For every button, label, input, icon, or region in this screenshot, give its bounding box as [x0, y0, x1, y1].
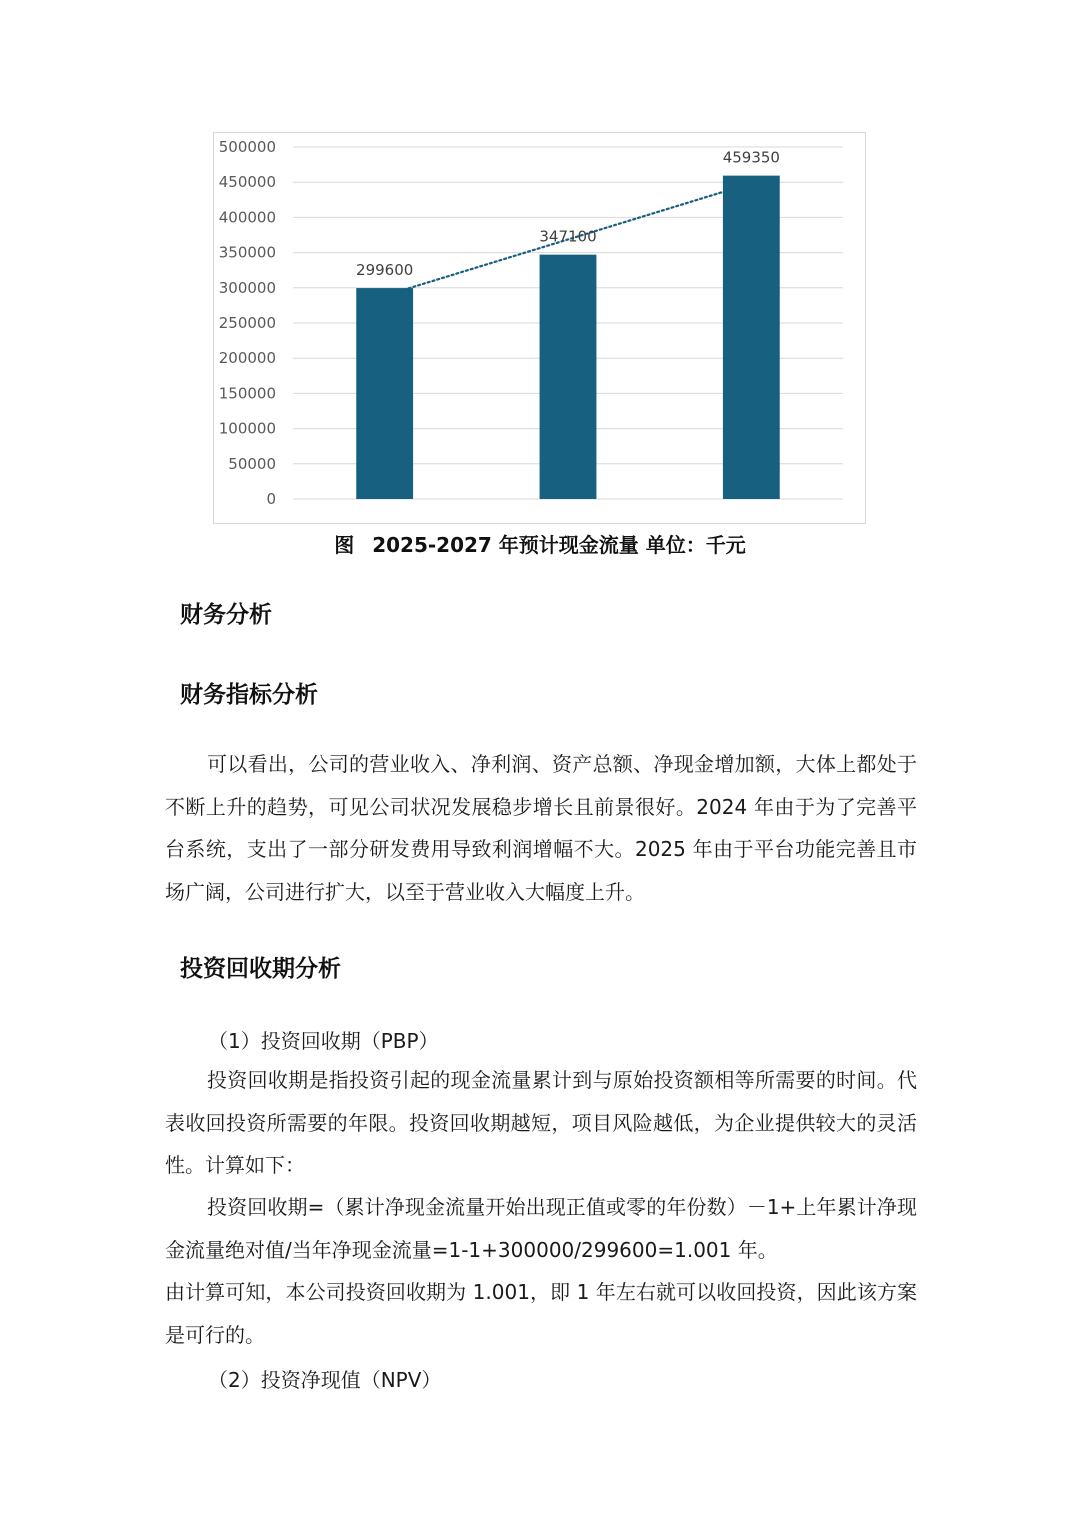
npv-subtitle: （2）投资净现值（NPV）	[208, 1368, 442, 1392]
y-tick-label: 400000	[218, 208, 276, 227]
chart-bars	[356, 176, 780, 499]
pbp-definition-paragraph: 投资回收期是指投资引起的现金流量累计到与原始投资额相等所需要的时间。代表收回投资所需要的年限。投资回收期越短，项目风险越低，为企业提供较大的灵活性。计算如下：	[165, 1068, 917, 1177]
heading-indicator-analysis: 财务指标分析	[180, 682, 318, 708]
figure-caption-label: 图	[334, 533, 355, 557]
data-label-2026: 347100	[539, 227, 597, 246]
y-tick-label: 300000	[218, 278, 276, 297]
data-label-2025: 299600	[356, 261, 414, 280]
cash-flow-bar-chart	[213, 132, 866, 524]
y-tick-label: 250000	[218, 314, 276, 332]
data-label-2027: 459350	[722, 148, 780, 167]
y-tick-label: 0	[266, 490, 276, 508]
heading-financial-analysis: 财务分析	[180, 602, 272, 628]
y-tick-label: 500000	[218, 138, 276, 156]
y-tick-label: 100000	[218, 419, 276, 438]
y-tick-label: 200000	[218, 349, 276, 368]
pbp-subtitle: （1）投资回收期（PBP）	[208, 1029, 439, 1053]
y-tick-label: 50000	[228, 454, 276, 473]
y-axis-ticks	[219, 138, 276, 508]
pbp-conclusion-paragraph: 由计算可知，本公司投资回收期为 1.001，即 1 年左右就可以收回投资，因此该方案是可行的。	[165, 1280, 917, 1347]
pbp-formula-paragraph: 投资回收期=（累计净现金流量开始出现正值或零的年份数）－1+上年累计净现金流量绝对值/当年净现金流量=1-1+300000/299600=1.001 年。	[165, 1195, 917, 1262]
heading-payback-analysis: 投资回收期分析	[180, 956, 341, 982]
bar-2027	[723, 176, 780, 499]
bar-2026	[540, 255, 597, 499]
figure-caption	[0, 529, 1080, 558]
indicator-paragraph: 可以看出，公司的营业收入、净利润、资产总额、净现金增加额，大体上都处于不断上升的趋势，可见公司状况发展稳步增长且前景很好。2024 年由于为了完善平台系统，支出了一部分研发费用导致利润增幅不大。2025 年由于平台功能完善且市场广阔，公司进行扩大，以至于营业收入大幅度上升。	[165, 752, 917, 904]
y-tick-label: 450000	[218, 173, 276, 192]
bar-2025	[356, 288, 413, 499]
y-tick-label: 150000	[218, 384, 276, 403]
figure-caption-text: 2025-2027 年预计现金流量 单位：千元	[372, 533, 746, 557]
y-tick-label: 350000	[218, 243, 276, 262]
